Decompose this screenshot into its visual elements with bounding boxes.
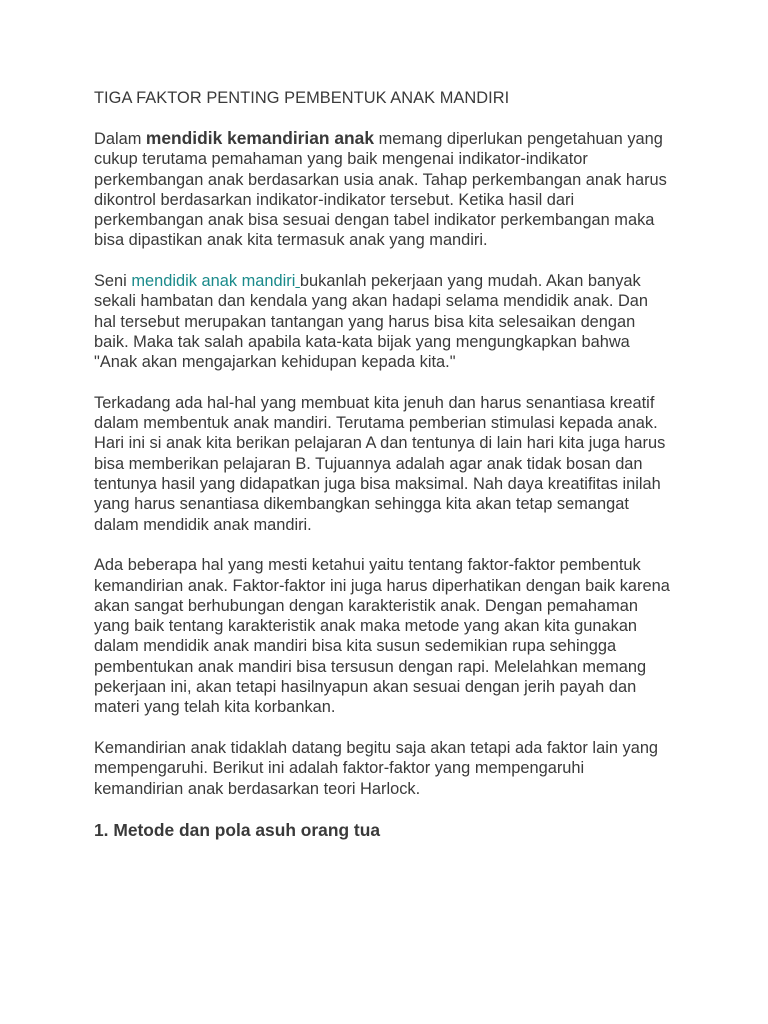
paragraph-2-body: bukanlah pekerjaan yang mudah. Akan banyak sekali hambatan dan kendala yang akan hadapi selama mendidik anak. Dan hal tersebut merupakan tantangan yang harus bisa kita selesaikan dengan baik. Maka tak salah apabila kata-kata bijak yang mengungkapkan bahwa "Anak akan mengajarkan kehidupan kepada kita." xyxy=(94,272,649,372)
document-page xyxy=(94,88,674,841)
paragraph-2 xyxy=(94,271,674,372)
paragraph-2-intro: Seni xyxy=(94,272,132,291)
mendidik-anak-mandiri-link[interactable]: mendidik anak mandiri xyxy=(131,272,296,291)
document-title: TIGA FAKTOR PENTING PEMBENTUK ANAK MANDIRI xyxy=(94,89,510,107)
paragraph-5: Kemandirian anak tidaklah datang begitu saja akan tetapi ada faktor lain yang mempengaruhi. Berikut ini adalah faktor-faktor yang mempengaruhi kemandirian anak berdasarkan teori Harlock. xyxy=(94,738,659,798)
paragraph-3: Terkadang ada hal-hal yang membuat kita jenuh dan harus senantiasa kreatif dalam membentuk anak mandiri. Terutama pemberian stimulasi kepada anak. Hari ini si anak kita berikan pelajaran A dan tentunya di lain hari kita juga harus bisa memberikan pelajaran B. Tujuannya adalah agar anak tidak bosan dan tentunya hasil yang didapatkan juga bisa maksimal. Nah daya kreatifitas inilah yang harus senantiasa dikembangkan sehingga kita akan tetap semangat dalam mendidik anak mandiri. xyxy=(94,393,666,534)
bold-keyword: mendidik kemandirian anak xyxy=(145,128,375,148)
section-heading-1: 1. Metode dan pola asuh orang tua xyxy=(94,820,381,841)
paragraph-1-intro: Dalam xyxy=(94,130,146,148)
paragraph-4: Ada beberapa hal yang mesti ketahui yaitu tentang faktor-faktor pembentuk kemandirian anak. Faktor-faktor ini juga harus diperhatikan dengan baik karena akan sangat berhubungan dengan karakteristik anak. Dengan pemahaman yang baik tentang karakteristik anak maka metode yang akan kita gunakan dalam mendidik anak mandiri bisa kita susun sedemikian rupa sehingga pembentukan anak mandiri bisa tersusun dengan rapi. Melelahkan memang pekerjaan ini, akan tetapi hasilnyapun akan sesuai dengan jerih payah dan materi yang telah kita korbankan. xyxy=(94,556,670,717)
paragraph-1 xyxy=(94,128,674,251)
paragraph-1-body: memang diperlukan pengetahuan yang cukup terutama pemahaman yang baik mengenai indikator-indikator perkembangan anak berdasarkan usia anak. Tahap perkembangan anak harus dikontrol berdasarkan indikator-indikator tersebut. Ketika hasil dari perkembangan anak bisa sesuai dengan tabel indikator perkembangan maka bisa dipastikan anak kita termasuk anak yang mandiri. xyxy=(94,130,667,250)
